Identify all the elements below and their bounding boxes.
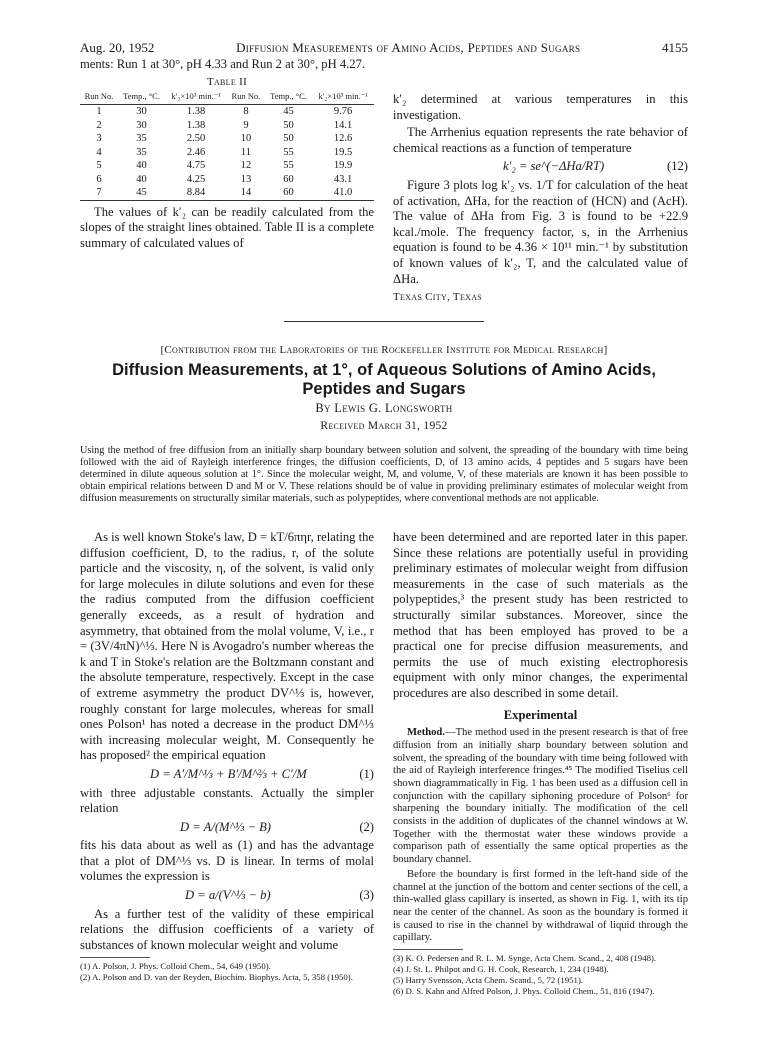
table-body xyxy=(80,105,374,201)
table-cell: 7 xyxy=(96,187,102,199)
abstract: Using the method of free diffusion from an initially sharp boundary between solution and solvent, the spreading of the boundary with time being followed with the aid of Rayleigh interference fringes, the diffusion coefficients, D, of 13 amino acids, 4 peptides and 5 sugars have been determined in dilute aqueous solution at 1°. Since the molecular weight, M, and volume, V, of these materials are known it has been possible to obtain empirical relations between D and M or V. These relations should be of value in providing preliminary estimates of molecular weight from diffusion measurements on structurally similar materials, such as polypeptides, where conventional methods are not applicable. xyxy=(80,445,688,504)
table-cell: 13 xyxy=(240,173,252,185)
equation-1-expr: D = A′/M^⅓ + B′/M^⅔ + C′/M xyxy=(150,766,307,781)
running-title: Diffusion Measurements of Amino Acids, Peptides and Sugars xyxy=(236,40,581,55)
table-header-cell: Temp., °C. xyxy=(123,91,160,102)
equation-2-expr: D = A/(M^⅓ − B) xyxy=(180,819,271,834)
simpler-relation-paragraph: with three adjustable constants. Actually the simpler relation xyxy=(80,785,374,816)
affiliation: Texas City, Texas xyxy=(393,291,483,304)
table-row xyxy=(80,132,374,146)
table-cell: 1.38 xyxy=(186,106,206,118)
rt-paragraph-3: Figure 3 plots log k′₂ vs. 1/T for calculation of the heat of activation, ΔHa, for the reaction of (HCN) and (AcH). The value of ΔHa from Fig. 3 is found to be +22.9 kcal./mole. The frequency factor, s, in the Arrhenius equation is found to be 4.36 × 10¹¹ min.⁻¹ by substitution of known values of k′₂, T, and the calculated value of ΔHa. xyxy=(393,177,688,286)
table-cell: 40 xyxy=(136,160,147,172)
table-row xyxy=(80,119,374,133)
table-cell: 8 xyxy=(243,106,249,118)
table-header-cell: k′₂×10³ min.⁻¹ xyxy=(171,91,221,102)
table-cell: 35 xyxy=(136,133,147,145)
prev-article-right-column xyxy=(393,92,688,308)
continuation-paragraph: have been determined and are reported later in this paper. Since these relations are potentially useful in providing preliminary estimates of molecular weight from diffusion measurements in the case of such materials as the polypeptides,³ the present study has been restricted to structurally similar substances. Moreover, since the method that has been employed has proved to be a practical one for precise diffusion measurements, and permits the use of much existing electrophoresis equipment with only minor changes, the experimental procedures are also described in some detail. xyxy=(393,530,688,700)
table-cell: 1.38 xyxy=(186,119,206,131)
equation-12-expr: k′₂ = se^(−ΔHa/RT) xyxy=(503,159,605,174)
table-cell: 50 xyxy=(283,119,294,131)
footnote-rule-right xyxy=(393,949,463,950)
table-header-cell: Temp., °C. xyxy=(270,91,307,102)
table-cell: 2 xyxy=(96,119,102,131)
method-paragraph-2: Before the boundary is first formed in the left-hand side of the channel at the junction of the bottom and center sections of the cell, a thin-walled glass capillary is inserted, as shown in Fig. 1, with its tip near the center of the channel. As soon as the boundary is formed it is caused to rise in the channel by withdrawal of liquid through the capillary. xyxy=(393,868,688,944)
table-cell: 45 xyxy=(283,106,294,118)
table-cell: 9.76 xyxy=(333,106,353,118)
table-row xyxy=(80,173,374,187)
table-cell: 8.84 xyxy=(186,187,206,199)
table-cell: 2.50 xyxy=(186,133,206,145)
footnote-6: (6) D. S. Kahn and Alfred Polson, J. Phys. Colloid Chem., 51, 816 (1947). xyxy=(393,986,655,997)
footnote-1: (1) A. Polson, J. Phys. Colloid Chem., 54, 649 (1950). xyxy=(80,961,271,972)
table-cell: 30 xyxy=(136,119,147,131)
issue-date: Aug. 20, 1952 xyxy=(80,40,155,55)
body-left-column xyxy=(80,530,374,983)
table-cell: 35 xyxy=(136,146,147,158)
table-row xyxy=(80,146,374,160)
table-cell: 55 xyxy=(283,160,294,172)
fits-paragraph: fits his data about as well as (1) and has the advantage that a plot of DM^⅓ vs. D is linear. In terms of molal volumes the expression is xyxy=(80,838,374,884)
footnote-2: (2) A. Polson and D. van der Reyden, Biochim. Biophys. Acta, 5, 358 (1950). xyxy=(80,972,353,983)
table-row xyxy=(80,159,374,173)
equation-2-number: (2) xyxy=(359,819,374,834)
table-cell: 60 xyxy=(283,187,294,199)
equation-12 xyxy=(393,159,688,175)
table-cell: 12.6 xyxy=(333,133,353,145)
equation-3-expr: D = a/(V^⅓ − b) xyxy=(185,888,271,903)
table-header-cell: Run No. xyxy=(231,91,261,102)
intro-paragraph: As is well known Stoke's law, D = kT/6πηr, relating the diffusion coefficient, D, to the radius, r, of the solute particle and the viscosity, η, of the solvent, is valid only for large molecules in dilute solutions and even for these the radius computed from the diffusion coefficient generally exceeds, as a result of hydration and asymmetry, that obtained from the molal volume, V, i.e., r = (3V/4πN)^⅓. Here N is Avogadro's number whereas the k and T in Stoke's relation are the Boltzmann constant and the absolute temperature, respectively. Except in the case of extreme asymmetry the product DV^⅓ is, however, roughly constant for large molecules, whereas for small ones Polson¹ has noted a decrease in the product DM^⅓ with increasing molecular weight, M. Consequently he has proposed² the empirical equation xyxy=(80,530,374,763)
table-cell: 11 xyxy=(240,146,251,158)
table-cell: 5 xyxy=(96,160,102,172)
page-number: 4155 xyxy=(661,40,688,55)
footnote-4: (4) J. St. L. Philpot and G. H. Cook, Research, 1, 234 (1948). xyxy=(393,964,609,975)
equation-1 xyxy=(80,767,374,783)
table-cell: 19.5 xyxy=(333,146,353,158)
footnote-3: (3) K. O. Pedersen and R. L. M. Synge, Acta Chem. Scand., 2, 408 (1948). xyxy=(393,953,657,964)
table-cell: 30 xyxy=(136,106,147,118)
footnote-5: (5) Harry Svensson, Acta Chem. Scand., 5, 72 (1951). xyxy=(393,975,584,986)
contribution-line: [Contribution from the Laboratories of the Rockefeller Institute for Medical Research] xyxy=(160,344,608,356)
table-cell: 41.0 xyxy=(333,187,353,199)
table-header-row xyxy=(80,92,374,105)
rt-paragraph-1: k′₂ determined at various temperatures in this investigation. xyxy=(393,92,688,122)
table-cell: 2.46 xyxy=(186,146,206,158)
author-line: By Lewis G. Longsworth xyxy=(315,401,453,415)
prev-article-left-column xyxy=(80,57,374,253)
equation-1-number: (1) xyxy=(359,766,374,781)
article-title: Diffusion Measurements, at 1°, of Aqueous Solutions of Amino Acids, Peptides and Sugars xyxy=(112,361,656,398)
table-cell: 40 xyxy=(136,173,147,185)
table-cell: 1 xyxy=(96,106,102,118)
table-cell: 45 xyxy=(136,187,147,199)
section-heading-experimental: Experimental xyxy=(503,707,578,722)
table-row xyxy=(80,186,374,200)
table-cell: 10 xyxy=(240,133,252,145)
rate-constant-table xyxy=(80,92,374,201)
method-label: Method. xyxy=(407,727,445,739)
table-cell: 43.1 xyxy=(333,173,353,185)
table-intro: ments: Run 1 at 30°, pH 4.33 and Run 2 at 30°, pH 4.27. xyxy=(80,57,366,71)
running-header xyxy=(80,40,688,56)
further-test-paragraph: As a further test of the validity of these empirical relations the diffusion coefficients of a variety of substances of known molecular weight and volume xyxy=(80,906,374,952)
equation-12-number: (12) xyxy=(667,159,688,174)
received-date: Received March 31, 1952 xyxy=(320,420,448,432)
equation-3 xyxy=(80,888,374,904)
method-paragraph xyxy=(393,727,688,867)
table-row xyxy=(80,105,374,119)
body-right-column xyxy=(393,530,688,997)
after-table-paragraph: The values of k′₂ can be readily calculated from the slopes of the straight lines obtained. Table II is a complete summary of calculated values of xyxy=(80,204,374,250)
method-text: —The method used in the present research is that of free diffusion from an initially sharp boundary between solution and solvent, the spreading of the boundary with time being followed with the aid of Rayleigh interference fringes.⁴⁵ The modified Tiselius cell shown diagrammatically in Fig. 1 has been used as a diffusion cell in conjunction with the capillary siphoning procedure of Polson⁶ for sharpening the boundary initially. The modification of the cell consists in the addition of duplicates of the channel windows at W. Together with the thermostat water these windows provide a comparison path of essentially the same optical properties as the boundary channel. xyxy=(393,727,688,866)
table-cell: 4.25 xyxy=(186,173,206,185)
table-cell: 12 xyxy=(240,160,252,172)
table-cell: 60 xyxy=(283,173,294,185)
table-cell: 3 xyxy=(96,133,102,145)
table-cell: 6 xyxy=(96,173,102,185)
rt-paragraph-2: The Arrhenius equation represents the rate behavior of chemical reactions as a function of temperature xyxy=(393,125,688,155)
table-cell: 4.75 xyxy=(186,160,206,172)
equation-2 xyxy=(80,820,374,836)
table-header-cell: k′₂×10³ min.⁻¹ xyxy=(318,91,368,102)
table-cell: 14 xyxy=(240,187,252,199)
table-cell: 50 xyxy=(283,133,294,145)
table-cell: 14.1 xyxy=(333,119,353,131)
table-cell: 9 xyxy=(243,119,249,131)
table-cell: 4 xyxy=(96,146,102,158)
equation-3-number: (3) xyxy=(359,888,374,903)
table-caption: Table II xyxy=(206,75,248,88)
article-separator xyxy=(284,321,484,322)
table-cell: 19.9 xyxy=(333,160,353,172)
table-header-cell: Run No. xyxy=(84,91,114,102)
table-cell: 55 xyxy=(283,146,294,158)
footnote-rule xyxy=(80,957,150,958)
